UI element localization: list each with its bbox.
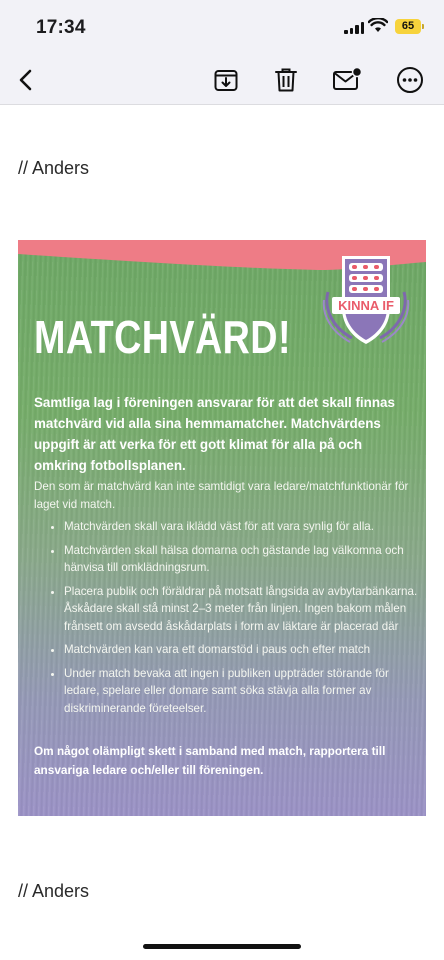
poster-footer: Om något olämpligt skett i samband med match, rapportera till ansvariga ledare och/eller till föreningen.: [34, 744, 386, 777]
bullet-item: • Matchvärden skall hälsa domarna och gästande lag välkomna och hänvisa till omklädningsrum.: [64, 542, 424, 577]
trash-icon: [274, 67, 298, 93]
poster-headline: MATCHVÄRD!: [34, 311, 291, 363]
poster-note: Den som är matchvärd kan inte samtidigt vara ledare/matchfunktionär för laget vid match.: [34, 480, 409, 511]
trash-button[interactable]: [270, 64, 302, 96]
mail-unread-icon: [332, 67, 362, 93]
crest-logo-text: KINNA IF: [338, 298, 394, 313]
back-button[interactable]: [10, 64, 42, 96]
archive-icon: [213, 67, 239, 93]
bullet-item: • Under match bevaka att ingen i publiken uppträder störande för ledare, spelare eller domare samt söka stävja alla former av diskriminerande företeelser.: [64, 665, 424, 718]
bullet-item: • Placera publik och föräldrar på motsatt långsida av avbytarbänkarna. Åskådare skall stå minst 2–3 meter från linjen. Ingen bakom målen frånsett om avsedd åskådarplats i form av läktare är placerad där: [64, 583, 424, 636]
battery-indicator: 65: [395, 19, 421, 34]
cellular-signal-icon: [344, 22, 364, 34]
signature-top: // Anders: [18, 158, 90, 178]
back-chevron-icon: [16, 68, 36, 92]
status-bar: [0, 0, 444, 56]
more-icon: [396, 66, 424, 94]
more-button[interactable]: [394, 64, 426, 96]
poster-image: [18, 240, 426, 816]
home-indicator[interactable]: [143, 944, 301, 949]
bullet-item: • Matchvärden skall vara iklädd väst för att vara synlig för alla.: [64, 518, 424, 536]
poster-intro: Samtliga lag i föreningen ansvarar för att det skall finnas matchvärd vid alla sina hemmamatcher. Matchvärdens uppgift är att verka för ett gott klimat för alla på och omkring fotbollsplanen.: [34, 395, 395, 473]
archive-button[interactable]: [210, 64, 242, 96]
poster-bullet-list: [46, 518, 424, 723]
bullet-item: • Matchvärden kan vara ett domarstöd i paus och efter match: [64, 641, 424, 659]
mail-toolbar: [0, 56, 444, 105]
club-crest-logo: [322, 256, 410, 346]
status-time: 17:34: [36, 17, 86, 38]
wifi-icon: [368, 18, 388, 33]
signature-bottom: // Anders: [18, 881, 90, 901]
mark-unread-button[interactable]: [331, 64, 363, 96]
